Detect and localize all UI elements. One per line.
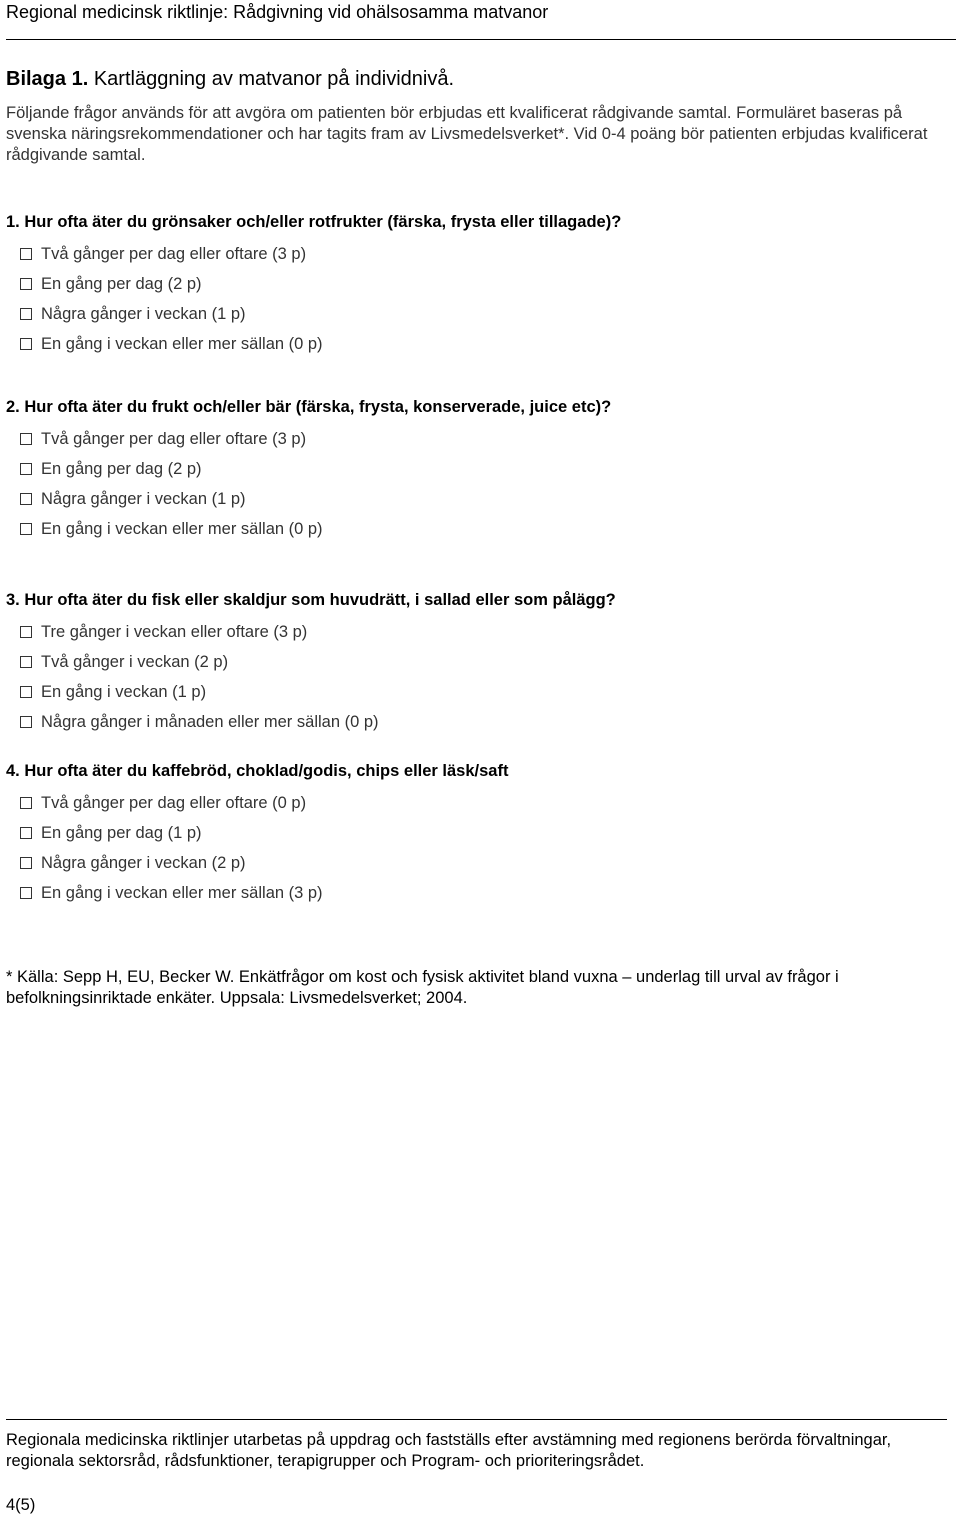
question-text: 1. Hur ofta äter du grönsaker och/eller rotfrukter (färska, frysta eller tillagade)? xyxy=(6,213,622,231)
checkbox-icon[interactable] xyxy=(20,463,32,475)
checkbox-icon[interactable] xyxy=(20,338,32,350)
option-label: Två gånger per dag eller oftare (3 p) xyxy=(41,244,307,263)
option-checkbox[interactable] xyxy=(6,878,946,908)
option-label: En gång i veckan eller mer sällan (0 p) xyxy=(41,519,323,538)
option-checkbox[interactable] xyxy=(6,514,946,544)
option-label: Två gånger i veckan (2 p) xyxy=(41,652,229,671)
question-text: 3. Hur ofta äter du fisk eller skaldjur som huvudrätt, i sallad eller som pålägg? xyxy=(6,591,616,609)
option-checkbox[interactable] xyxy=(6,707,946,737)
option-checkbox[interactable] xyxy=(6,818,946,848)
option-label: Tre gånger i veckan eller oftare (3 p) xyxy=(41,622,308,641)
checkbox-icon[interactable] xyxy=(20,686,32,698)
appendix-heading xyxy=(6,67,454,91)
question-text: 4. Hur ofta äter du kaffebröd, choklad/godis, chips eller läsk/saft xyxy=(6,762,509,780)
question-4 xyxy=(6,760,946,908)
question-text: 2. Hur ofta äter du frukt och/eller bär (färska, frysta, konserverade, juice etc)? xyxy=(6,398,612,416)
option-checkbox[interactable] xyxy=(6,677,946,707)
option-label: En gång i veckan eller mer sällan (3 p) xyxy=(41,883,323,902)
running-header-title: Regional medicinsk riktlinje: Rådgivning vid ohälsosamma matvanor xyxy=(6,2,549,22)
checkbox-icon[interactable] xyxy=(20,857,32,869)
option-label: Två gånger per dag eller oftare (3 p) xyxy=(41,429,307,448)
option-label: Några gånger i veckan (1 p) xyxy=(41,489,246,508)
option-label: Några gånger i veckan (2 p) xyxy=(41,853,246,872)
question-2 xyxy=(6,396,946,544)
footer-text: Regionala medicinska riktlinjer utarbetas på uppdrag och fastställs efter avstämning med regionens berörda förvaltningar, regionala sektorsråd, rådsfunktioner, terapigrupper och Program- och prioriteringsrådet. xyxy=(6,1431,892,1470)
checkbox-icon[interactable] xyxy=(20,626,32,638)
option-list xyxy=(6,239,946,359)
checkbox-icon[interactable] xyxy=(20,248,32,260)
header-rule xyxy=(6,39,956,40)
option-checkbox[interactable] xyxy=(6,454,946,484)
option-checkbox[interactable] xyxy=(6,848,946,878)
checkbox-icon[interactable] xyxy=(20,827,32,839)
appendix-title: Kartläggning av matvanor på individnivå. xyxy=(93,68,455,90)
intro-paragraph: Följande frågor används för att avgöra om patienten bör erbjudas ett kvalificerat rådgivande samtal. Formuläret baseras på svenska näringsrekommendationer och har tagits fram av Livsmedelsverket*. Vid 0-4 poäng bör patienten erbjudas kvalificerat rådgivande samtal. xyxy=(6,104,928,164)
checkbox-icon[interactable] xyxy=(20,656,32,668)
checkbox-icon[interactable] xyxy=(20,887,32,899)
option-label: En gång i veckan (1 p) xyxy=(41,682,207,701)
checkbox-icon[interactable] xyxy=(20,493,32,505)
checkbox-icon[interactable] xyxy=(20,797,32,809)
option-list xyxy=(6,617,946,737)
option-checkbox[interactable] xyxy=(6,239,946,269)
page-number: 4(5) xyxy=(6,1496,36,1514)
option-checkbox[interactable] xyxy=(6,299,946,329)
option-list xyxy=(6,788,946,908)
checkbox-icon[interactable] xyxy=(20,308,32,320)
option-checkbox[interactable] xyxy=(6,329,946,359)
checkbox-icon[interactable] xyxy=(20,716,32,728)
footer-rule xyxy=(6,1419,947,1420)
option-label: Några gånger i veckan (1 p) xyxy=(41,304,246,323)
option-label: Några gånger i månaden eller mer sällan (0 p) xyxy=(41,712,379,731)
option-label: En gång per dag (1 p) xyxy=(41,823,202,842)
source-footnote: * Källa: Sepp H, EU, Becker W. Enkätfrågor om kost och fysisk aktivitet bland vuxna – underlag till urval av frågor i befolkningsinriktade enkäter. Uppsala: Livsmedelsverket; 2004. xyxy=(6,968,839,1007)
option-checkbox[interactable] xyxy=(6,424,946,454)
option-label: Två gånger per dag eller oftare (0 p) xyxy=(41,793,307,812)
option-list xyxy=(6,424,946,544)
option-checkbox[interactable] xyxy=(6,647,946,677)
option-checkbox[interactable] xyxy=(6,788,946,818)
option-checkbox[interactable] xyxy=(6,484,946,514)
option-checkbox[interactable] xyxy=(6,269,946,299)
option-label: En gång per dag (2 p) xyxy=(41,274,202,293)
question-1 xyxy=(6,211,946,359)
question-3 xyxy=(6,589,946,737)
checkbox-icon[interactable] xyxy=(20,278,32,290)
checkbox-icon[interactable] xyxy=(20,523,32,535)
appendix-label: Bilaga 1. xyxy=(6,68,89,90)
option-checkbox[interactable] xyxy=(6,617,946,647)
option-label: En gång i veckan eller mer sällan (0 p) xyxy=(41,334,323,353)
option-label: En gång per dag (2 p) xyxy=(41,459,202,478)
checkbox-icon[interactable] xyxy=(20,433,32,445)
